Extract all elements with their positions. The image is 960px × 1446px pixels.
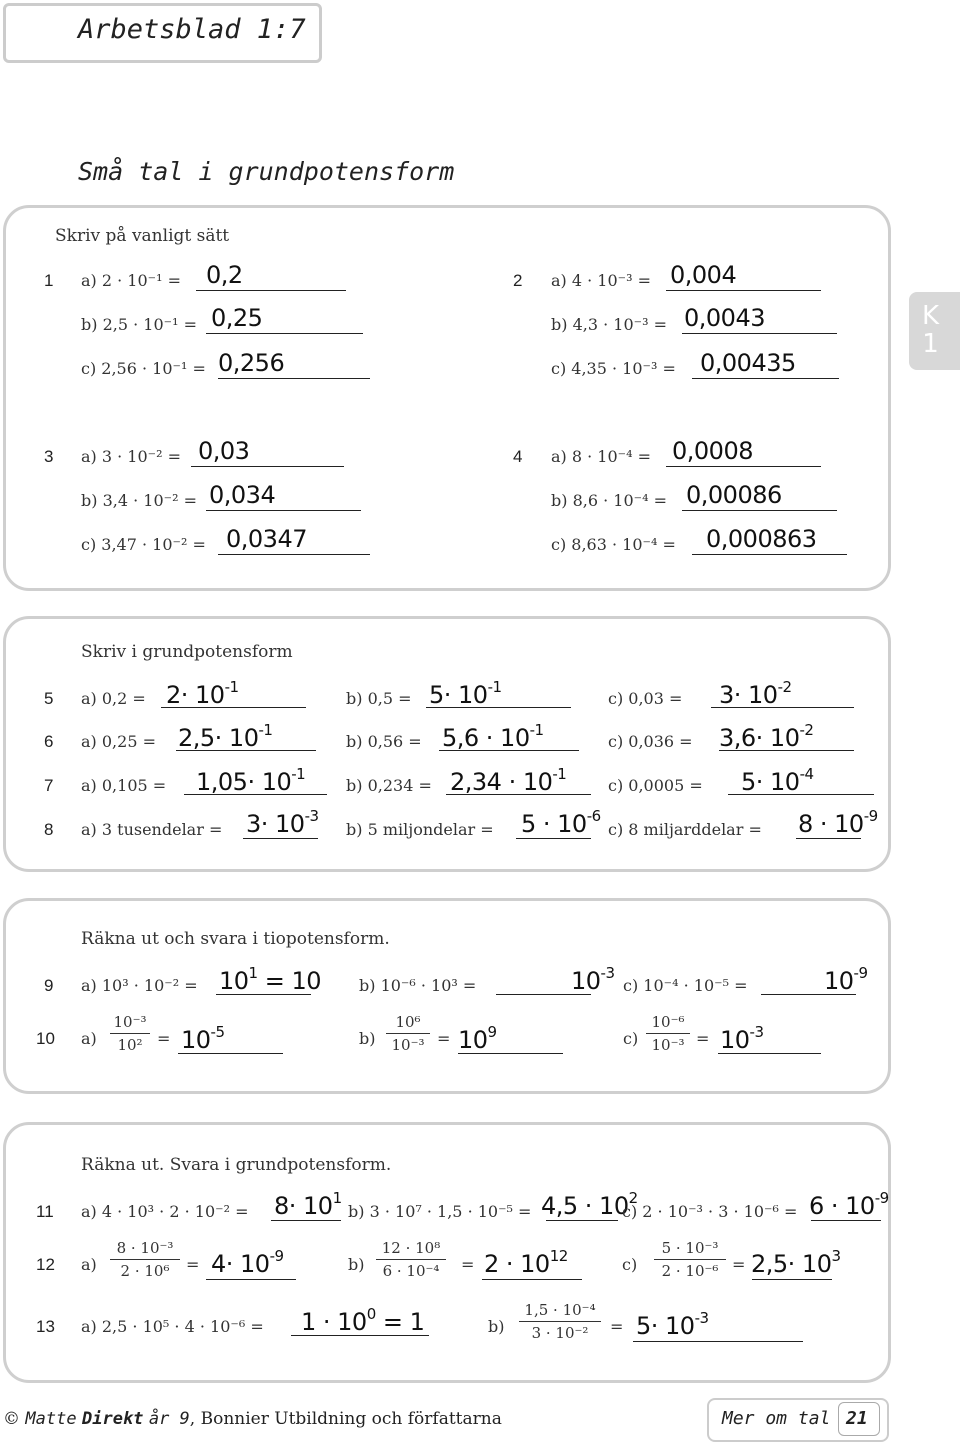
problem-label: a) 10³ · 10⁻² = (81, 976, 198, 995)
handwritten-answer: 0,0347 (226, 525, 307, 553)
answer-line (692, 378, 839, 379)
problem-number: 12 (36, 1255, 55, 1274)
handwritten-answer: $3\cdot 10^{-2}$ (719, 678, 792, 709)
problem-number: 10 (36, 1029, 55, 1048)
brand-matte: Matte (25, 1409, 77, 1429)
answer-line (218, 378, 370, 379)
answer-line (243, 838, 318, 839)
problem-label: a) 2,5 · 10⁵ · 4 · 10⁻⁶ = (81, 1317, 264, 1336)
answer-line (206, 333, 363, 334)
footer-credits (3, 1409, 502, 1429)
problem-label: c) 0,036 = (608, 732, 693, 751)
brand-grade: år 9 (148, 1409, 190, 1429)
problem-label: a) 8 · 10⁻⁴ = (551, 447, 652, 466)
problem-label: c) 2 · 10⁻³ · 3 · 10⁻⁶ = (622, 1202, 798, 1221)
handwritten-answer: 0,000863 (706, 525, 817, 553)
handwritten-answer: $5\cdot 10^{-4}$ (741, 765, 814, 796)
equals-sign: = (732, 1255, 746, 1274)
panel-standard-form (3, 616, 891, 872)
fraction (519, 1301, 601, 1342)
handwritten-answer: $4\cdot 10^{-9}$ (211, 1247, 284, 1278)
problem-label: b) 2,5 · 10⁻¹ = (81, 315, 197, 334)
handwritten-answer: $2,5\cdot 10^{-1}$ (178, 721, 273, 752)
equals-sign: = (696, 1029, 710, 1048)
problem-label: c) 4,35 · 10⁻³ = (551, 359, 676, 378)
problem-number: 1 (44, 271, 54, 290)
answer-line (682, 333, 837, 334)
numerator: 10⁻³ (110, 1013, 150, 1034)
handwritten-answer: $8\cdot 10^1$ (274, 1189, 342, 1220)
handwritten-answer: $10^{-5}$ (181, 1023, 225, 1054)
brand-direkt: Direkt (82, 1409, 144, 1429)
problem-label: a) 4 · 10⁻³ = (551, 271, 652, 290)
handwritten-answer: 0,034 (209, 481, 276, 509)
answer-line (633, 1341, 803, 1342)
problem-label: b) 8,6 · 10⁻⁴ = (551, 491, 667, 510)
denominator: 2 · 10⁶ (120, 1262, 170, 1280)
answer-line (666, 290, 821, 291)
handwritten-answer: $8 \cdot 10^{-9}$ (798, 807, 878, 838)
numerator: 1,5 · 10⁻⁴ (519, 1301, 601, 1322)
problem-label: b) (359, 1029, 376, 1048)
denominator: 2 · 10⁻⁶ (661, 1262, 719, 1280)
handwritten-answer: $2\cdot 10^{-1}$ (166, 678, 239, 709)
problem-label: a) 0,25 = (81, 732, 156, 751)
fraction (386, 1013, 430, 1054)
problem-number: 5 (44, 689, 54, 708)
problem-number: 13 (36, 1317, 55, 1336)
handwritten-answer: 0,0008 (672, 437, 753, 465)
answer-line (692, 554, 847, 555)
problem-label: b) 0,56 = (346, 732, 422, 751)
answer-line (516, 838, 591, 839)
fraction (376, 1239, 446, 1280)
problem-label: a) (81, 1255, 97, 1274)
handwritten-answer: $5 \cdot 10^{-6}$ (521, 807, 601, 838)
answer-line (811, 1220, 881, 1221)
problem-label: b) 4,3 · 10⁻³ = (551, 315, 667, 334)
problem-label: c) 3,47 · 10⁻² = (81, 535, 206, 554)
problem-label: c) 8,63 · 10⁻⁴ = (551, 535, 676, 554)
handwritten-answer: 0,256 (218, 349, 285, 377)
numerator: 12 · 10⁸ (376, 1239, 446, 1260)
equals-sign: = (437, 1029, 451, 1048)
problem-label: a) (81, 1029, 97, 1048)
panel-write-ordinary (3, 205, 891, 591)
answer-line (482, 1279, 582, 1280)
instruction-text: Räkna ut och svara i tiopotensform. (81, 929, 390, 949)
answer-line (271, 1220, 341, 1221)
answer-line (666, 466, 821, 467)
problem-label: c) 10⁻⁴ · 10⁻⁵ = (623, 976, 748, 995)
instruction-text: Räkna ut. Svara i grundpotensform. (81, 1155, 392, 1175)
handwritten-answer: $10^{-3}$ (720, 1023, 764, 1054)
answer-line (218, 554, 370, 555)
answer-line (196, 290, 346, 291)
handwritten-answer: $6 \cdot 10^{-9}$ (809, 1189, 889, 1220)
handwritten-answer: 0,25 (211, 304, 263, 332)
problem-label: c) 2,56 · 10⁻¹ = (81, 359, 206, 378)
problem-label: c) 8 miljarddelar = (608, 820, 762, 839)
handwritten-answer: 0,0043 (684, 304, 765, 332)
handwritten-answer: $2 \cdot 10^{12}$ (484, 1247, 568, 1278)
handwritten-answer: $2,5\cdot 10^3$ (751, 1247, 841, 1278)
handwritten-answer: $1 \cdot 10^0 = 1$ (301, 1305, 425, 1336)
problem-label: b) 0,5 = (346, 689, 412, 708)
handwritten-answer: $4,5 \cdot 10^2$ (541, 1189, 638, 1220)
denominator: 10⁻³ (651, 1036, 685, 1054)
handwritten-answer: 0,03 (198, 437, 250, 465)
fraction (646, 1013, 690, 1054)
problem-label: a) 4 · 10³ · 2 · 10⁻² = (81, 1202, 249, 1221)
problem-label: a) 0,2 = (81, 689, 146, 708)
handwritten-answer: $10^9$ (458, 1023, 497, 1054)
answer-line (191, 466, 344, 467)
handwritten-answer: $3,6\cdot 10^{-2}$ (719, 721, 814, 752)
fraction (110, 1013, 150, 1054)
numerator: 5 · 10⁻³ (654, 1239, 726, 1260)
problem-label: b) (348, 1255, 365, 1274)
problem-label: a) 0,105 = (81, 776, 167, 795)
chapter-tab-label: K 1 (922, 301, 940, 359)
handwritten-answer: $5,6 \cdot 10^{-1}$ (442, 721, 544, 752)
numerator: 10⁻⁶ (646, 1013, 690, 1034)
instruction-text: Skriv på vanligt sätt (55, 226, 230, 246)
answer-line (752, 1279, 832, 1280)
problem-number: 7 (44, 776, 54, 795)
denominator: 10² (117, 1036, 143, 1054)
equals-sign: = (610, 1317, 624, 1336)
handwritten-answer: 0,00435 (700, 349, 796, 377)
panel-calc-standard-form (3, 1122, 891, 1383)
section-title: Små tal i grundpotensform (78, 157, 455, 186)
denominator: 6 · 10⁻⁴ (382, 1262, 440, 1280)
problem-label: c) (622, 1255, 638, 1274)
equals-sign: = (461, 1255, 475, 1274)
problem-label: b) 3,4 · 10⁻² = (81, 491, 197, 510)
answer-line (682, 510, 837, 511)
problem-number: 4 (513, 447, 523, 466)
problem-label: b) 5 miljondelar = (346, 820, 494, 839)
numerator: 10⁶ (386, 1013, 430, 1034)
handwritten-answer: 0,00086 (686, 481, 782, 509)
problem-label: b) 3 · 10⁷ · 1,5 · 10⁻⁵ = (348, 1202, 532, 1221)
problem-label: c) 0,03 = (608, 689, 683, 708)
page-number: 21 (846, 1408, 868, 1429)
problem-label: b) (488, 1317, 505, 1336)
copyright-sign: © (3, 1409, 20, 1429)
handwritten-answer: $5\cdot 10^{-3}$ (636, 1309, 709, 1340)
answer-line (206, 510, 361, 511)
answer-line (796, 838, 861, 839)
answer-line (206, 1279, 296, 1280)
problem-label: b) 0,234 = (346, 776, 432, 795)
answer-line (546, 1220, 618, 1221)
problem-label: a) 3 · 10⁻² = (81, 447, 182, 466)
handwritten-answer: $3\cdot 10^{-3}$ (246, 807, 319, 838)
handwritten-answer: $10^{-9}$ (824, 964, 868, 995)
problem-label: c) 0,0005 = (608, 776, 703, 795)
problem-label: b) 10⁻⁶ · 10³ = (359, 976, 477, 995)
denominator: 3 · 10⁻² (531, 1324, 589, 1342)
problem-number: 8 (44, 820, 54, 839)
panel-powers-of-ten (3, 898, 891, 1094)
problem-number: 11 (36, 1202, 54, 1221)
problem-label: a) 2 · 10⁻¹ = (81, 271, 182, 290)
problem-number: 2 (513, 271, 523, 290)
handwritten-answer: 0,004 (670, 261, 737, 289)
equals-sign: = (157, 1029, 171, 1048)
instruction-text: Skriv i grundpotensform (81, 642, 293, 662)
fraction (654, 1239, 726, 1280)
handwritten-answer: $5\cdot 10^{-1}$ (429, 678, 502, 709)
handwritten-answer: $10^1 = 10$ (219, 964, 321, 995)
problem-label: a) 3 tusendelar = (81, 820, 223, 839)
problem-number: 9 (44, 976, 54, 995)
numerator: 8 · 10⁻³ (110, 1239, 180, 1260)
denominator: 10⁻³ (391, 1036, 425, 1054)
series-label: Mer om tal (722, 1408, 831, 1429)
handwritten-answer: $2,34 \cdot 10^{-1}$ (450, 765, 567, 796)
publisher: , Bonnier Utbildning och författarna (189, 1409, 502, 1429)
worksheet-title: Arbetsblad 1:7 (78, 14, 306, 45)
handwritten-answer: $10^{-3}$ (571, 964, 615, 995)
fraction (110, 1239, 180, 1280)
problem-number: 3 (44, 447, 54, 466)
problem-label: c) (623, 1029, 639, 1048)
problem-number: 6 (44, 732, 54, 751)
handwritten-answer: $1,05\cdot 10^{-1}$ (196, 765, 306, 796)
equals-sign: = (186, 1255, 200, 1274)
handwritten-answer: 0,2 (206, 261, 243, 289)
